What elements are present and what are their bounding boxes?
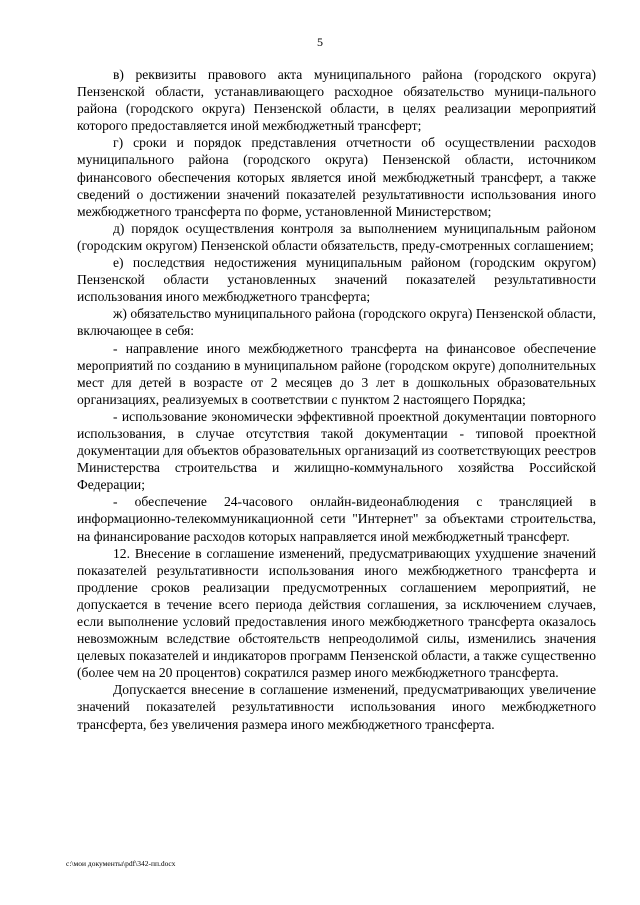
paragraph-e-consequences: е) последствия недостижения муниципальным районом (городским округом) Пензенской области установленных значений показателей результативности использования иного межбюджетного трансферта; [77, 255, 596, 305]
document-body [77, 66, 596, 733]
paragraph-d-control: д) порядок осуществления контроля за выполнением муниципальным районом (городским округом) Пензенской области обязательств, преду-смотренных соглашением; [77, 220, 596, 253]
list-item-project-documentation: - использование экономически эффективной проектной документации повторного использования, в случае отсутствия такой документации - типовой проектной документации для объектов образовательных организаций из соответствующих реестров Министерства строительства и жилищно-коммунального хозяйства Российской Федерации; [77, 408, 596, 493]
paragraph-allowed-changes: Допускается внесение в соглашение изменений, предусматривающих увеличение значений показателей результативности использования иного межбюджетного трансферта, без увеличения размера иного межбюджетного трансферта. [77, 682, 596, 732]
file-path-footer: c:\мои документы\pdf\342-пп.docx [66, 859, 176, 868]
list-item-video-surveillance: - обеспечение 24-часового онлайн-видеонаблюдения с трансляцией в информационно-телекоммуникационной сети "Интернет" за объектами строительства, на финансирование расходов которых направляется иной межбюджетный трансферт. [77, 494, 596, 544]
page-number: 5 [317, 35, 323, 49]
paragraph-zh-obligation: ж) обязательство муниципального района (городского округа) Пензенской области, включающее в себя: [77, 306, 596, 339]
list-item-transfer-direction: - направление иного межбюджетного трансферта на финансовое обеспечение мероприятий по созданию в муниципальном районе (городском округе) дополнительных мест для детей в возрасте от 2 месяцев до 3 лет в дошкольных образовательных организациях, реализуемых в соответствии с пунктом 2 настоящего Порядка; [77, 340, 596, 407]
paragraph-g-reporting: г) сроки и порядок представления отчетности об осуществлении расходов муниципального района (городского округа) Пензенской области, источником финансового обеспечения которых является иной межбюджетный трансферт, а также сведений о достижении значений показателей результативности использования иного межбюджетного трансферта по форме, установленной Министерством; [77, 135, 596, 219]
paragraph-12-changes: 12. Внесение в соглашение изменений, предусматривающих ухудшение значений показателей результативности использования иного межбюджетного трансферта и продление сроков реализации предусмотренных соглашением мероприятий, не допускается в течение всего периода действия соглашения, за исключением случаев, если выполнение условий предоставления иного межбюджетного трансферта оказалось невозможным вследствие обстоятельств непреодолимой силы, изменились значения целевых показателей и индикаторов программ Пензенской области, а также существенно (более чем на 20 процентов) сократился размер иного межбюджетного трансферта. [77, 545, 596, 681]
paragraph-v-requisites: в) реквизиты правового акта муниципального района (городского округа) Пензенской области, устанавливающего расходное обязательство муници-пального района (городского округа) Пензенской области, в целях реализации мероприятий которого предоставляется иной межбюджетный трансферт; [77, 67, 596, 134]
